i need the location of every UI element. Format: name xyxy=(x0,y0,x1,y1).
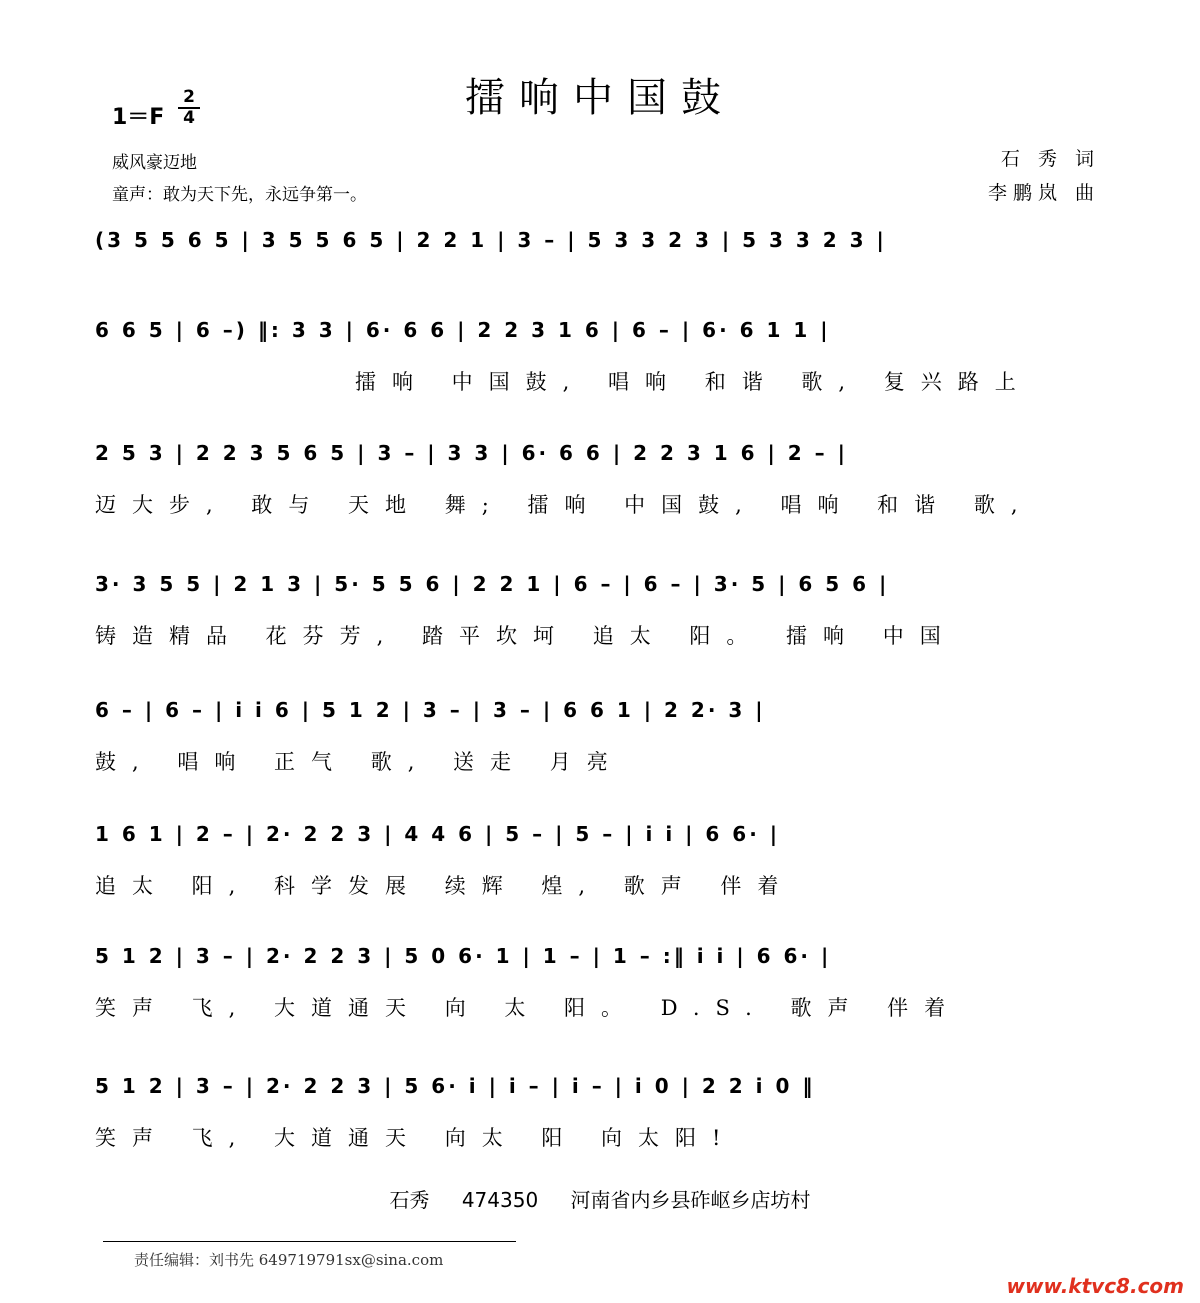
staff-lyrics: 笑声 飞, 大道通天 向 太 阳。 D.S. 歌声 伴着 xyxy=(95,996,962,1020)
time-signature xyxy=(178,88,200,128)
staff-notes: 2 5 3 | 2 2 3 5 6 5 | 3 – | 3 3 | 6· 6 6 | 2 2 3 1 6 | 2 – | xyxy=(95,441,848,465)
time-top: 2 xyxy=(183,87,195,107)
staff-notes: 5 1 2 | 3 – | 2· 2 2 3 | 5 0 6· 1 | 1 – | 1 – :‖ i i | 6 6· | xyxy=(95,944,832,968)
footer-divider xyxy=(103,1241,516,1242)
composer: 李鹏岚 曲 xyxy=(987,182,1100,204)
staff-lyrics: 笑声 飞, 大道通天 向太 阳 向太阳! xyxy=(95,1126,737,1150)
tempo-marking: 威风豪迈地 xyxy=(112,153,197,173)
staff-notes: 3· 3 5 5 | 2 1 3 | 5· 5 5 6 | 2 2 1 | 6 – | 6 – | 3· 5 | 6 5 6 | xyxy=(95,572,890,596)
intro-voice: 童声：敢为天下先，永远争第一。 xyxy=(112,185,367,205)
lyricist: 石 秀 词 xyxy=(1000,148,1100,170)
editor-credit: 责任编辑：刘书先 649719791sx@sina.com xyxy=(134,1251,444,1269)
staff-lyrics: 擂响 中国鼓, 唱响 和谐 歌, 复兴路上 xyxy=(355,370,1032,394)
staff-notes: 6 6 5 | 6 –) ‖: 3 3 | 6· 6 6 | 2 2 3 1 6 | 6 – | 6· 6 1 1 | xyxy=(95,318,831,342)
staff-lyrics: 铸造精品 花芬芳, 踏平坎坷 追太 阳。 擂响 中国 xyxy=(95,624,957,648)
song-title: 擂响中国鼓 xyxy=(465,75,735,121)
author-address: 石秀 474350 河南省内乡县砟岖乡店坊村 xyxy=(389,1188,811,1212)
staff-notes: 5 1 2 | 3 – | 2· 2 2 3 | 5 6· i | i – | i – | i 0 | 2 2 i 0 ‖ xyxy=(95,1074,816,1098)
staff-lyrics: 追太 阳, 科学发展 续辉 煌, 歌声 伴着 xyxy=(95,874,795,898)
staff-notes: 1 6 1 | 2 – | 2· 2 2 3 | 4 4 6 | 5 – | 5 – | i i | 6 6· | xyxy=(95,822,781,846)
key-signature: 1＝F xyxy=(112,105,165,130)
site-watermark: www.ktvc8.com xyxy=(1006,1274,1184,1298)
staff-notes: 6 – | 6 – | i i 6 | 5 1 2 | 3 – | 3 – | 6 6 1 | 2 2· 3 | xyxy=(95,698,766,722)
staff-lyrics: 鼓, 唱响 正气 歌, 送走 月亮 xyxy=(95,750,624,774)
time-bottom: 4 xyxy=(178,107,200,128)
staff-lyrics: 迈大步, 敢与 天地 舞; 擂响 中国鼓, 唱响 和谐 歌, xyxy=(95,493,1034,517)
staff-notes: (3 5 5 6 5 | 3 5 5 6 5 | 2 2 1 | 3 – | 5 3 3 2 3 | 5 3 3 2 3 | xyxy=(95,228,887,252)
